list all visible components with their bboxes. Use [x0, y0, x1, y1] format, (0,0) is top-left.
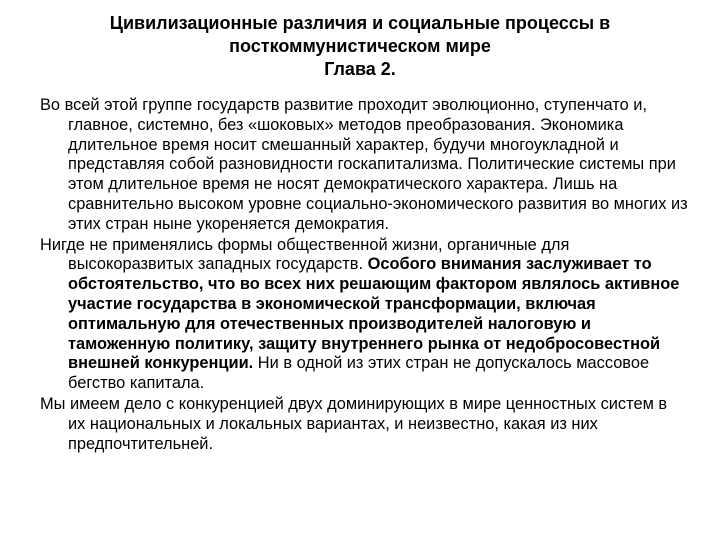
paragraph-2-emphasis: Особого внимания заслуживает то обстоятельство, что во всех них решающим фактором являлось активное участие государства в экономической трансформации, включая оптимальную для отечественных производителей налоговую и таможенную политику, защиту внутреннего рынка от недобросовестной внешней конкуренции.	[68, 255, 680, 373]
paragraph-2-intro: Нигде не применялись формы общественной жизни, органичные для высокоразвитых западных государств.	[40, 235, 570, 274]
paragraph-2	[40, 236, 688, 394]
paragraph-1: Во всей этой группе государств развитие проходит эволюционно, ступенчато и, главное, системно, без «шоковых» методов преобразования. Экономика длительное время носит смешанный характер, будучи многоукладной и представляя собой разновидности госкапитализма. Политические системы при этом длительное время не носят демократического характера. Лишь на сравнительно высоком уровне социально-экономического развития во многих из этих стран ныне укореняется демократия.	[40, 96, 688, 233]
title-line-3: Глава 2.	[324, 59, 396, 79]
slide-body	[40, 96, 688, 455]
title-line-1: Цивилизационные различия и социальные процессы в	[109, 13, 611, 33]
paragraph-2-outro: Ни в одной из этих стран не допускалось массовое бегство капитала.	[68, 354, 650, 393]
slide-title	[40, 12, 680, 81]
title-line-2: посткоммунистическом мире	[229, 36, 491, 56]
paragraph-3: Мы имеем дело с конкуренцией двух доминирующих в мире ценностных систем в их национальных и локальных вариантах, и неизвестно, какая из них предпочтительней.	[40, 394, 668, 453]
